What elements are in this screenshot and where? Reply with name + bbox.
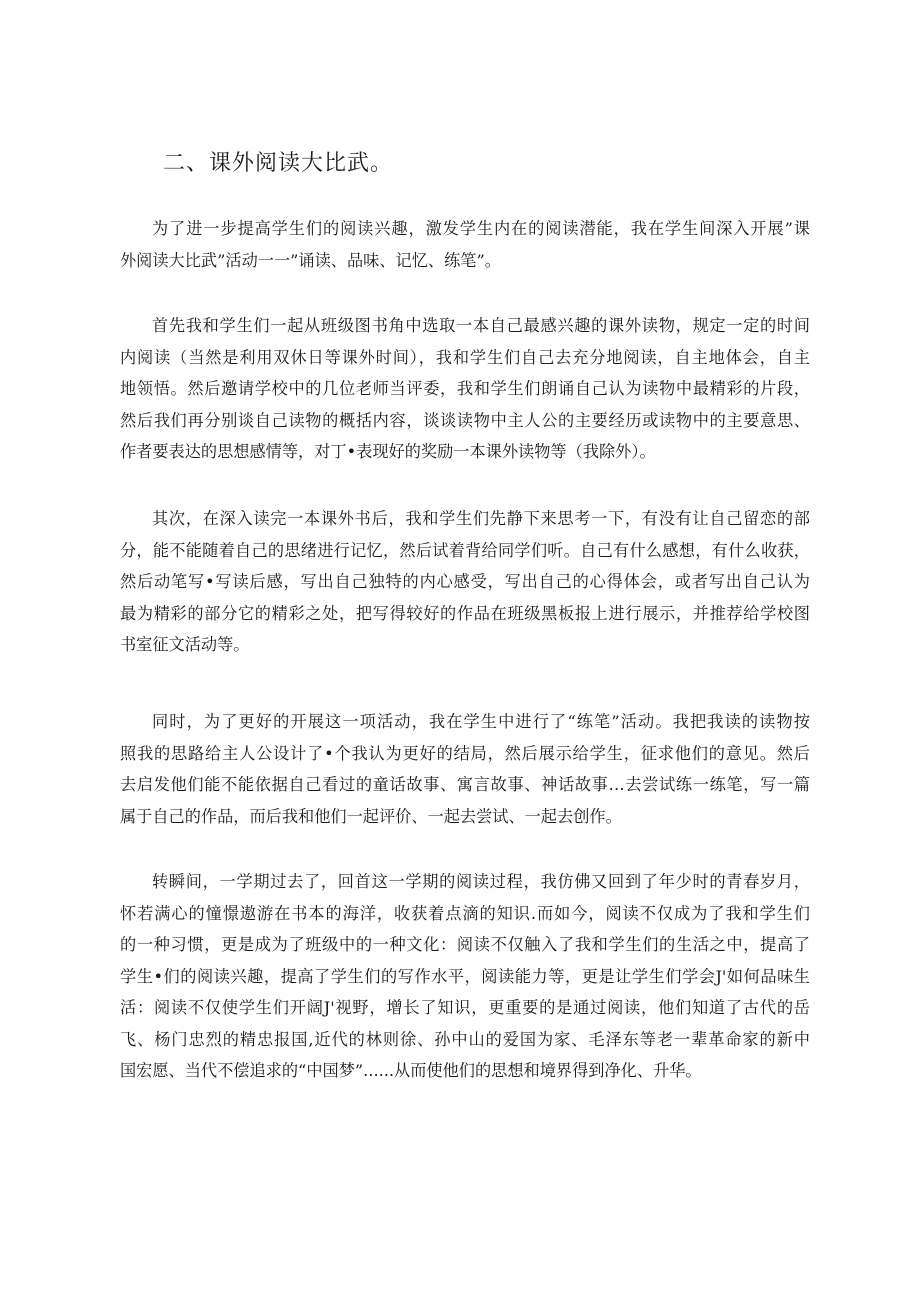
paragraph-first-step [120,310,810,468]
paragraph-line: 飞、杨门忠烈的精忠报国,近代的林则徐、孙中山的爱国为家、毛泽东等老一辈革命家的新中 [120,1029,810,1049]
paragraph-line: 内阅读（当然是利用双休日等课外时间），我和学生们自己去充分地阅读，自主地体会，自主 [120,347,810,367]
paragraph-line: 属于自己的作品，而后我和他们一起评价、一起去尝试、一起去创作。 [120,806,622,826]
paragraph-line: 最为精彩的部分它的精彩之处，把写得较好的作品在班级黑板报上进行展示，并推荐给学校图 [120,603,810,623]
paragraph-practice-writing [120,706,810,832]
paragraph-reflection [120,866,810,1087]
paragraph-line: 然后我们再分别谈自己读物的概括内容，谈谈读物中主人公的主要经历或读物中的主要意思、 [120,410,810,430]
paragraph-line: 国宏愿、当代不偿追求的“中国梦”......从而使他们的思想和境界得到净化、升华。 [120,1061,702,1080]
section-heading: 二、课外阅读大比武。 [163,151,394,176]
paragraph-line: 首先我和学生们一起从班级图书角中选取一本自己最感兴趣的课外读物，规定一定的时间 [152,316,810,335]
paragraph-reading-contest-intro [120,213,810,276]
paragraph-line: 然后动笔写•写读后感，写出自己独特的内心感受，写出自己的心得体会，或者写出自己认为 [120,572,810,591]
paragraph-line: 地领悟。然后邀请学校中的几位老师当评委，我和学生们朗诵自己认为读物中最精彩的片段， [120,379,810,398]
paragraph-line: 作者要表达的思想感情等，对丁•表现好的奖励一本课外读物等（我除外）。 [120,442,656,461]
paragraph-line: 去启发他们能不能依据自己看过的童话故事、寓言故事、神话故事…去尝试练一练笔，写一篇 [120,775,810,794]
paragraph-line: 学生•们的阅读兴趣，提高了学生们的写作水平，阅读能力等，更是让学生们学会J'如何品味生 [120,966,810,986]
paragraph-line: 其次，在深入读完一本课外书后，我和学生们先静下来思考一下，有没有让自己留恋的部 [152,509,810,528]
paragraph-line: 外阅读大比武”活动一一”诵读、品味、记忆、练笔”。 [120,250,501,270]
paragraph-line: 书室征文活动等。 [120,635,250,654]
paragraph-line: 同时，为了更好的开展这一项活动，我在学生中进行了“练笔”活动。我把我读的读物按 [152,712,810,731]
paragraph-line: 分，能不能随着自己的思绪进行记忆，然后试着背给同学们听。自己有什么感想，有什么收获， [120,540,810,560]
paragraph-line: 为了进一步提高学生们的阅读兴趣，激发学生内在的阅读潜能，我在学生间深入开展”课 [152,219,810,238]
paragraph-line: 怀若满心的憧憬遨游在书本的海洋，收获着点滴的知识.而如今，阅读不仅成为了我和学生们 [120,903,810,923]
paragraph-line: 活：阅读不仅使学生们开阔J'视野，增长了知识，更重要的是通过阅读，他们知道了古代的岳 [120,998,810,1017]
paragraph-line: 的一种习惯，更是成为了班级中的一种文化：阅读不仅触入了我和学生们的生活之中，提高了 [120,935,810,954]
paragraph-line: 转瞬间，一学期过去了，回首这一学期的阅读过程，我仿佛又回到了年少时的青春岁月， [152,872,810,891]
paragraph-second-step [120,503,810,661]
paragraph-line: 照我的思路给主人公设计了•个我认为更好的结局，然后展示给学生，征求他们的意见。然后 [120,743,810,763]
